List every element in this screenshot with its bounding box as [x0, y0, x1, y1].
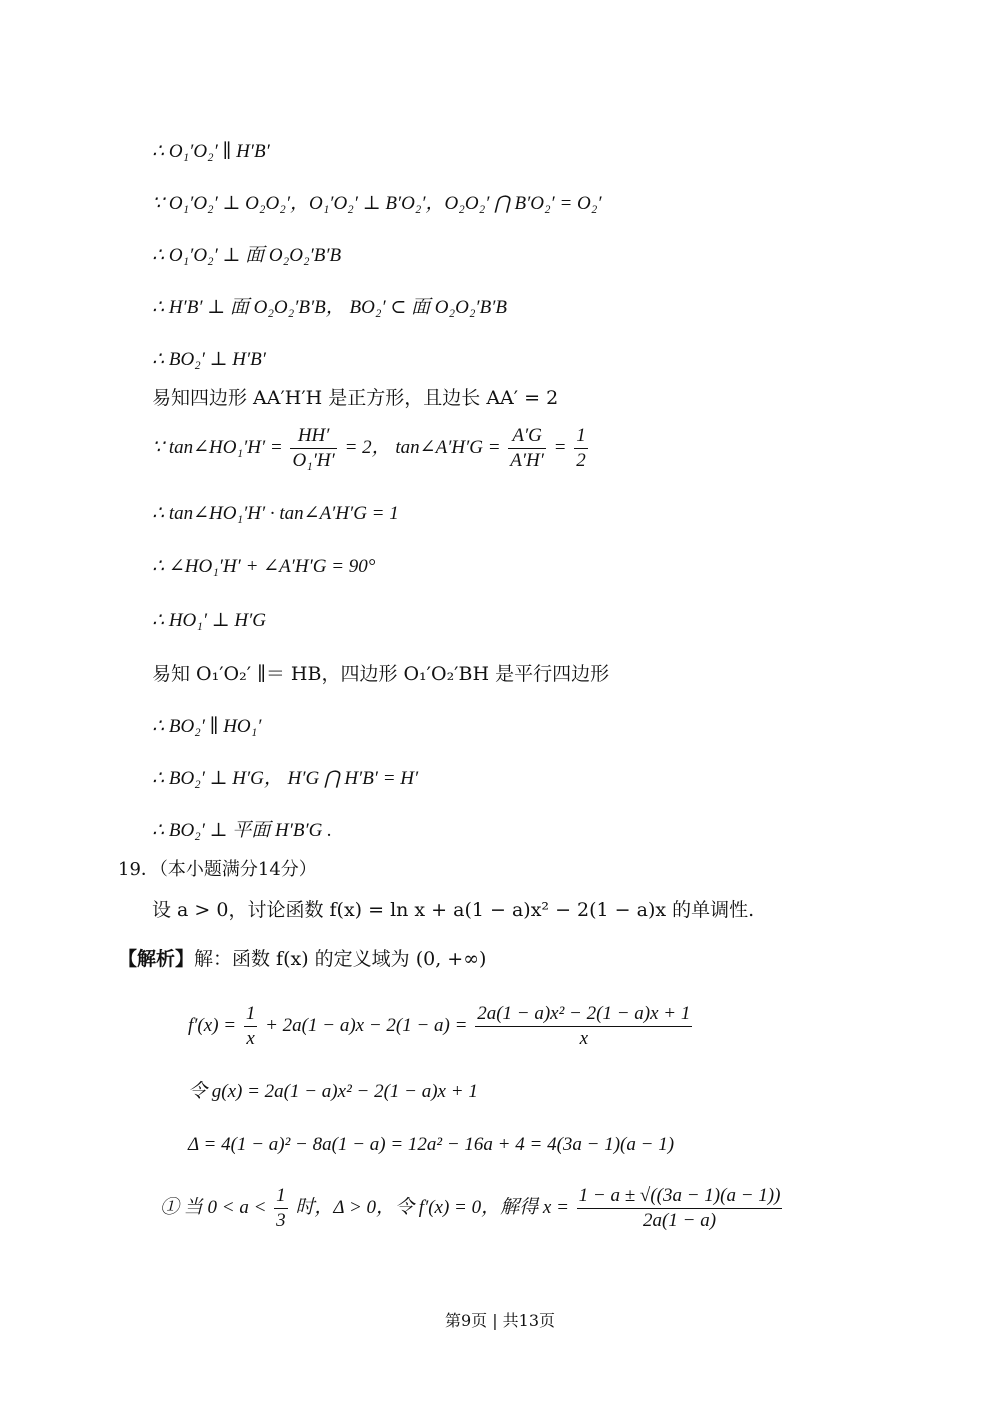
case-1-prefix: ① 当 0 < a < [160, 1197, 267, 1218]
page-footer: 第9页 | 共13页 [444, 1311, 556, 1330]
fraction-denominator: x [579, 1028, 588, 1050]
fraction-one-over-x [244, 1002, 258, 1051]
fraction-ag-over-ah [508, 424, 546, 473]
fraction-denominator: 2 [576, 450, 586, 472]
fraction-derivative-combined [475, 1002, 692, 1051]
fraction-hh-over-o1h [290, 424, 336, 473]
proof-line-12: ∴ BO₂′ ⊥ H′G， H′G ⋂ H′B′ = H′ [152, 768, 419, 789]
proof-line-3: ∴ O₁′O₂′ ⊥ 面 O₂O₂′B′B [152, 245, 342, 266]
fraction-denominator: A′H′ [510, 450, 544, 472]
fraction-denominator: O₁′H′ [292, 450, 335, 472]
proof-line-10: 易知 O₁′O₂′ ∥＝ HB，四边形 O₁′O₂′BH 是平行四边形 [152, 663, 610, 685]
g-definition: 令 g(x) = 2a(1 − a)x² − 2(1 − a)x + 1 [188, 1081, 478, 1102]
question-19-stem: 设 a > 0，讨论函数 f(x) = ln x + a(1 − a)x² − 2(1 − a)x 的单调性. [152, 899, 755, 921]
derivative-lhs: f′(x) = [188, 1015, 237, 1036]
tan-mid: = 2， tan∠A′H′G = [344, 437, 501, 458]
proof-line-9: ∴ HO₁′ ⊥ H′G [152, 610, 267, 631]
proof-line-7: ∴ tan∠HO₁′H′ · tan∠A′H′G = 1 [152, 503, 399, 524]
proof-line-1: ∴ O₁′O₂′ ∥ H′B′ [152, 141, 270, 162]
fraction-numerator: 1 [244, 1002, 258, 1027]
case-1-mid: 时，Δ > 0，令 f′(x) = 0，解得 x = [295, 1197, 569, 1218]
fraction-roots [577, 1184, 783, 1233]
case-1-line [160, 1180, 785, 1236]
tan-prefix: ∵ tan∠HO₁′H′ = [152, 437, 283, 458]
fraction-numerator: HH′ [290, 424, 336, 449]
fraction-denominator: 3 [276, 1210, 286, 1232]
proof-line-8: ∴ ∠HO₁′H′ + ∠A′H′G = 90° [152, 556, 376, 577]
fraction-numerator: A′G [508, 424, 546, 449]
derivative-mid: + 2a(1 − a)x − 2(1 − a) = [265, 1015, 468, 1036]
fraction-numerator: 1 − a ± √((3a − 1)(a − 1)) [577, 1184, 783, 1209]
proof-line-2: ∵ O₁′O₂′ ⊥ O₂O₂′，O₁′O₂′ ⊥ B′O₂′，O₂O₂′ ⋂ B′O₂′ = O₂′ [152, 193, 602, 214]
fraction-one-half [574, 424, 588, 473]
proof-line-5: ∴ BO₂′ ⊥ H′B′ [152, 349, 266, 370]
solution-intro [118, 947, 486, 971]
fraction-numerator: 1 [274, 1184, 288, 1209]
fraction-numerator: 1 [574, 424, 588, 449]
equals-sign: = [553, 437, 567, 458]
proof-line-4: ∴ H′B′ ⊥ 面 O₂O₂′B′B， BO₂′ ⊂ 面 O₂O₂′B′B [152, 297, 507, 318]
solution-tag: 【解析】 [118, 948, 195, 970]
proof-line-11: ∴ BO₂′ ∥ HO₁′ [152, 716, 262, 737]
fraction-denominator: x [246, 1028, 255, 1050]
solution-intro-text: 解：函数 f(x) 的定义域为 (0, +∞) [194, 948, 487, 970]
proof-line-13: ∴ BO₂′ ⊥ 平面 H′B′G . [152, 820, 332, 841]
fraction-one-third [274, 1184, 288, 1233]
question-19-header: 19．（本小题满分14分） [118, 859, 317, 880]
discriminant-line: Δ = 4(1 − a)² − 8a(1 − a) = 12a² − 16a + 4 = 4(3a − 1)(a − 1) [188, 1134, 675, 1155]
fraction-numerator: 2a(1 − a)x² − 2(1 − a)x + 1 [475, 1002, 692, 1027]
proof-line-6: 易知四边形 AA′H′H 是正方形，且边长 AA′ = 2 [152, 387, 559, 409]
derivative-line [188, 998, 695, 1054]
tan-ratio-line [152, 420, 591, 476]
fraction-denominator: 2a(1 − a) [643, 1210, 717, 1232]
